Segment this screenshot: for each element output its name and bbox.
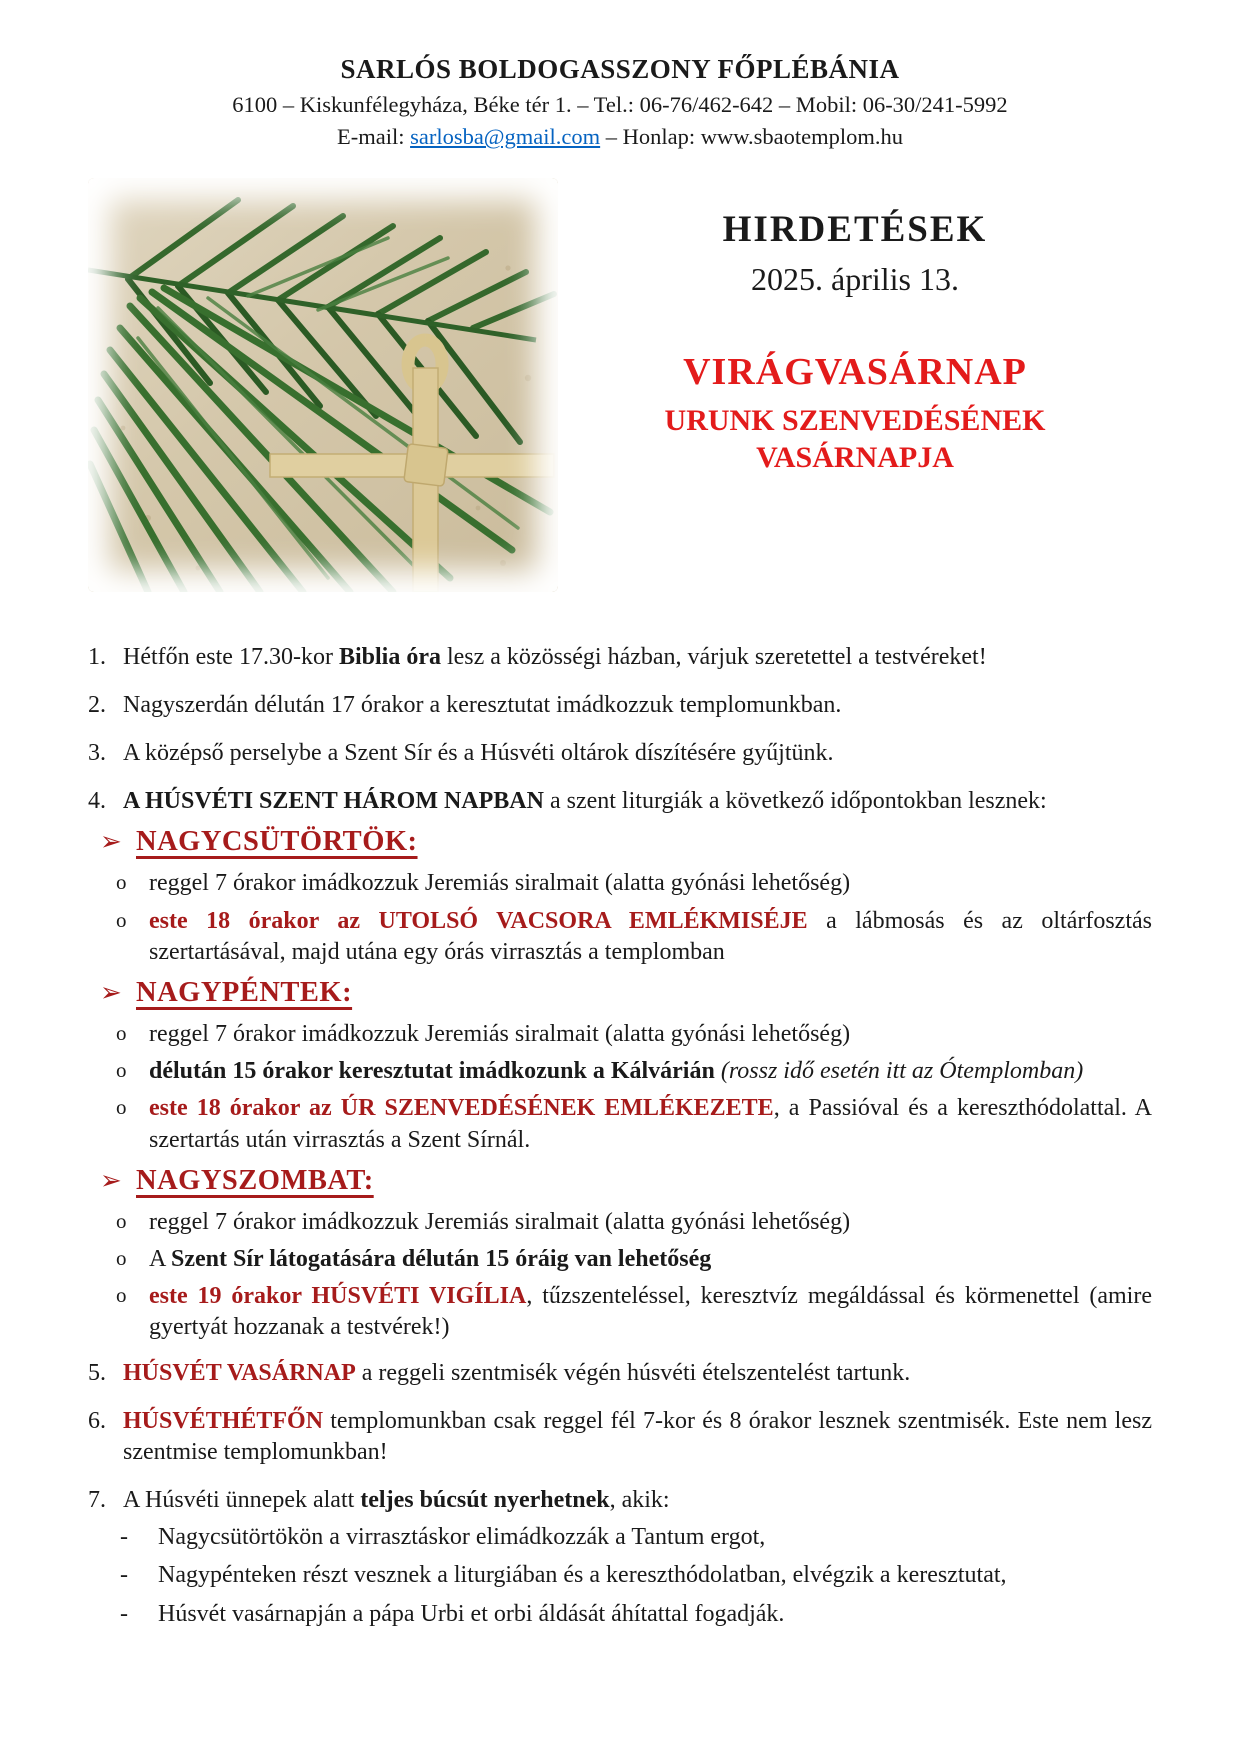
feast-subtitle-line2: VASÁRNAPJA <box>756 441 954 475</box>
circle-bullet: o <box>116 1058 127 1083</box>
item-number: 2. <box>88 691 106 718</box>
dash-bullet: - <box>120 1524 128 1551</box>
item-number: 6. <box>88 1407 106 1434</box>
item-number: 3. <box>88 739 106 766</box>
day-heading-saturday <box>88 1162 1152 1199</box>
bullet-text: reggel 7 órakor imádkozzuk Jeremiás siralmait (alatta gyónási lehetőség) <box>149 1208 851 1235</box>
item-text: Nagyszerdán délután 17 órakor a keresztutat imádkozzuk templomunkban. <box>123 691 842 718</box>
email-link[interactable]: sarlosba@gmail.com <box>410 124 601 150</box>
announcement-item-2 <box>88 690 1152 721</box>
item-number: 1. <box>88 643 106 670</box>
announcement-item-4 <box>88 786 1152 817</box>
announcements-heading: HIRDETÉSEK <box>722 208 988 250</box>
dash-bullet: - <box>120 1562 128 1589</box>
contact-line <box>88 122 1152 151</box>
dash-text: Húsvét vasárnapján a pápa Urbi et orbi áldását áhítattal fogadják. <box>158 1600 785 1627</box>
dash-bullet: - <box>120 1600 128 1627</box>
item-text: HÚSVÉTHÉTFŐN templomunkban csak reggel fél 7-kor és 8 órakor lesznek szentmisék. Este nem lesz szentmise templomunkban! <box>123 1407 1152 1465</box>
list-item <box>88 1056 1152 1087</box>
dash-text: Nagycsütörtökön a virrasztáskor elimádkozzák a Tantum ergot, <box>158 1524 766 1551</box>
announcement-item-7 <box>88 1485 1152 1516</box>
list-item <box>88 1244 1152 1275</box>
circle-bullet: o <box>116 1245 127 1270</box>
list-item <box>88 906 1152 968</box>
palm-cross-photo <box>88 178 558 592</box>
announcement-item-3 <box>88 738 1152 769</box>
circle-bullet: o <box>116 1208 127 1233</box>
palm-cross-illustration <box>88 178 558 592</box>
arrow-bullet-icon: ➢ <box>100 1165 122 1195</box>
bullet-text: este 18 órakor az UTOLSÓ VACSORA EMLÉKMISÉJE a lábmosás és az oltárfosztás szertartásával, majd utána egy órás virrasztás a templomban <box>149 907 1152 965</box>
circle-bullet: o <box>116 1283 127 1308</box>
circle-bullet: o <box>116 1021 127 1045</box>
item-text: HÚSVÉT VASÁRNAP a reggeli szentmisék végén húsvéti ételszentelést tartunk. <box>123 1359 911 1386</box>
announcement-list <box>88 642 1152 1630</box>
item-text: Hétfőn este 17.30-kor Biblia óra lesz a közösségi házban, várjuk szeretettel a testvéreket! <box>123 643 987 670</box>
item-number: 7. <box>88 1487 106 1514</box>
announcement-item-6 <box>88 1406 1152 1468</box>
circle-bullet: o <box>116 1095 127 1120</box>
feast-subtitle-line1: URUNK SZENVEDÉSÉNEK <box>664 403 1046 437</box>
list-item <box>88 1560 1152 1591</box>
feast-title: VIRÁGVASÁRNAP <box>683 350 1027 393</box>
list-item <box>88 1599 1152 1630</box>
list-item <box>88 1207 1152 1238</box>
bullet-text: reggel 7 órakor imádkozzuk Jeremiás siralmait (alatta gyónási lehetőség) <box>149 1021 851 1047</box>
list-item <box>88 1522 1152 1553</box>
announcement-item-1 <box>88 642 1152 673</box>
item-number: 4. <box>88 788 106 815</box>
day-title: NAGYCSÜTÖRTÖK: <box>136 826 418 858</box>
list-item <box>88 1093 1152 1155</box>
bullet-text: este 19 órakor HÚSVÉTI VIGÍLIA, tűzszenteléssel, keresztvíz megáldással és körmenettel (amire gyertyát hozzanak a testvérek!) <box>149 1283 1152 1341</box>
arrow-bullet-icon: ➢ <box>100 977 122 1007</box>
hero-section <box>88 178 1152 598</box>
circle-bullet: o <box>116 907 127 932</box>
feast-titles <box>558 178 1152 598</box>
list-item <box>88 1281 1152 1343</box>
item-text: A középső perselybe a Szent Sír és a Húsvéti oltárok díszítésére gyűjtünk. <box>123 739 834 766</box>
bullet-text: A Szent Sír látogatására délután 15 óráig van lehetőség <box>149 1245 712 1272</box>
parish-name: SARLÓS BOLDOGASSZONY FŐPLÉBÁNIA <box>340 54 900 84</box>
item-number: 5. <box>88 1359 106 1386</box>
bullet-text: reggel 7 órakor imádkozzuk Jeremiás siralmait (alatta gyónási lehetőség) <box>149 870 851 897</box>
email-label: E-mail: <box>336 124 411 150</box>
parish-header <box>88 52 1152 152</box>
arrow-bullet-icon: ➢ <box>100 827 122 857</box>
list-item <box>88 1019 1152 1050</box>
parish-address: 6100 – Kiskunfélegyháza, Béke tér 1. – Tel.: 06-76/462-642 – Mobil: 06-30/241-5992 <box>232 92 1008 118</box>
day-title: NAGYSZOMBAT: <box>136 1164 374 1196</box>
day-heading-thursday <box>88 823 1152 860</box>
bulletin-date: 2025. április 13. <box>751 260 959 297</box>
item-text: A HÚSVÉTI SZENT HÁROM NAPBAN a szent liturgiák a következő időpontokban lesznek: <box>123 788 1047 815</box>
bullet-text: este 18 órakor az ÚR SZENVEDÉSÉNEK EMLÉKEZETE, a Passióval és a kereszthódolattal. A szertartás után virrasztás a Szent Sírnál. <box>149 1095 1153 1153</box>
bullet-text: délután 15 órakor keresztutat imádkozunk a Kálvárián (rossz idő esetén itt az Ótemplomban) <box>149 1058 1084 1085</box>
announcement-item-5 <box>88 1358 1152 1389</box>
cross-center-weave <box>404 443 448 486</box>
circle-bullet: o <box>116 870 127 895</box>
day-title: NAGYPÉNTEK: <box>136 976 353 1008</box>
list-item <box>88 868 1152 899</box>
homepage-text: – Honlap: www.sbaotemplom.hu <box>600 124 904 150</box>
dash-text: Nagypénteken részt vesznek a liturgiában és a kereszthódolatban, elvégzik a keresztutat, <box>158 1562 1007 1589</box>
day-heading-friday <box>88 974 1152 1011</box>
item-text: A Húsvéti ünnepek alatt teljes búcsút nyerhetnek, akik: <box>123 1487 670 1514</box>
